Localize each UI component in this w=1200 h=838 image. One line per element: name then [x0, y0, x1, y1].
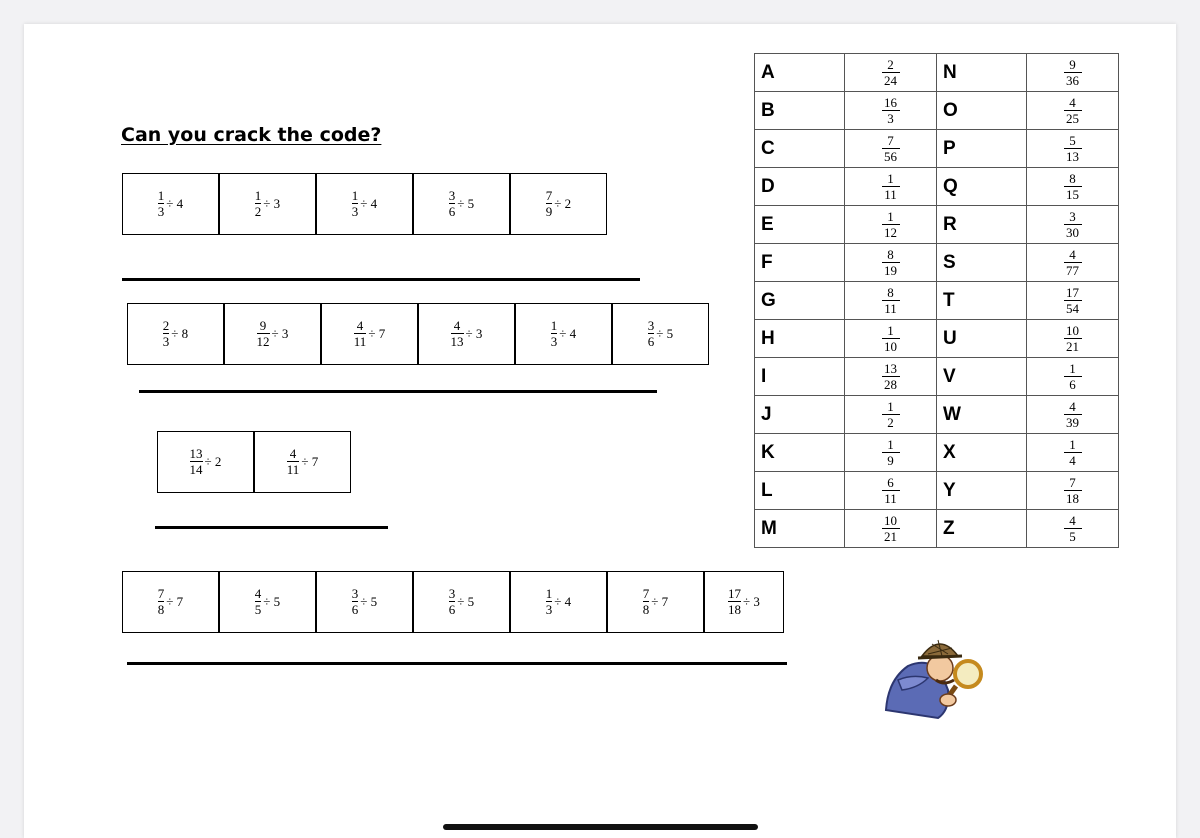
key-fraction: $\frac{9}{36}$ [1027, 54, 1119, 92]
key-letter: W [937, 396, 1027, 434]
key-letter: X [937, 434, 1027, 472]
puzzle-cell: $\frac{1}{3}$ ÷ 4 [122, 173, 219, 235]
key-letter: C [755, 130, 845, 168]
puzzle-row-1 [122, 173, 607, 235]
key-fraction: $\frac{7}{56}$ [845, 130, 937, 168]
key-letter: N [937, 54, 1027, 92]
key-fraction: $\frac{4}{39}$ [1027, 396, 1119, 434]
code-key-row [755, 320, 1119, 358]
key-letter: S [937, 244, 1027, 282]
key-letter: Q [937, 168, 1027, 206]
key-fraction: $\frac{8}{19}$ [845, 244, 937, 282]
key-letter: R [937, 206, 1027, 244]
key-fraction: $\frac{10}{21}$ [845, 510, 937, 548]
answer-line-1[interactable] [122, 278, 640, 281]
home-indicator[interactable] [443, 824, 758, 830]
key-letter: Y [937, 472, 1027, 510]
puzzle-cell: $\frac{1}{3}$ ÷ 4 [316, 173, 413, 235]
key-fraction: $\frac{4}{77}$ [1027, 244, 1119, 282]
detective-with-magnifying-glass-icon [878, 630, 988, 722]
key-fraction: $\frac{5}{13}$ [1027, 130, 1119, 168]
key-letter: T [937, 282, 1027, 320]
key-fraction: $\frac{2}{24}$ [845, 54, 937, 92]
key-fraction: $\frac{10}{21}$ [1027, 320, 1119, 358]
key-fraction: $\frac{1}{10}$ [845, 320, 937, 358]
puzzle-cell: $\frac{13}{14}$ ÷ 2 [157, 431, 254, 493]
key-fraction: $\frac{1}{12}$ [845, 206, 937, 244]
answer-line-2[interactable] [139, 390, 657, 393]
key-letter: L [755, 472, 845, 510]
code-key-row [755, 130, 1119, 168]
answer-line-4[interactable] [127, 662, 787, 665]
key-fraction: $\frac{8}{11}$ [845, 282, 937, 320]
key-letter: E [755, 206, 845, 244]
key-letter: F [755, 244, 845, 282]
key-letter: I [755, 358, 845, 396]
puzzle-cell: $\frac{3}{6}$ ÷ 5 [413, 571, 510, 633]
code-key-row [755, 54, 1119, 92]
key-fraction: $\frac{4}{25}$ [1027, 92, 1119, 130]
key-letter: D [755, 168, 845, 206]
key-letter: A [755, 54, 845, 92]
puzzle-cell: $\frac{4}{13}$ ÷ 3 [418, 303, 515, 365]
key-letter: K [755, 434, 845, 472]
code-key-row [755, 282, 1119, 320]
puzzle-cell: $\frac{7}{8}$ ÷ 7 [122, 571, 219, 633]
key-letter: Z [937, 510, 1027, 548]
code-key-row [755, 396, 1119, 434]
puzzle-cell: $\frac{1}{3}$ ÷ 4 [510, 571, 607, 633]
code-key-row [755, 168, 1119, 206]
key-letter: U [937, 320, 1027, 358]
worksheet-title: Can you crack the code? [121, 124, 382, 146]
puzzle-cell: $\frac{1}{2}$ ÷ 3 [219, 173, 316, 235]
puzzle-cell: $\frac{7}{9}$ ÷ 2 [510, 173, 607, 235]
key-fraction: $\frac{3}{30}$ [1027, 206, 1119, 244]
key-fraction: $\frac{1}{9}$ [845, 434, 937, 472]
code-key-row [755, 510, 1119, 548]
key-letter: M [755, 510, 845, 548]
key-fraction: $\frac{1}{2}$ [845, 396, 937, 434]
puzzle-cell: $\frac{3}{6}$ ÷ 5 [612, 303, 709, 365]
key-letter: G [755, 282, 845, 320]
puzzle-cell: $\frac{17}{18}$ ÷ 3 [704, 571, 784, 633]
key-letter: J [755, 396, 845, 434]
puzzle-row-2 [127, 303, 709, 365]
puzzle-cell: $\frac{9}{12}$ ÷ 3 [224, 303, 321, 365]
puzzle-cell: $\frac{4}{11}$ ÷ 7 [254, 431, 351, 493]
key-fraction: $\frac{1}{11}$ [845, 168, 937, 206]
code-key-row [755, 244, 1119, 282]
key-fraction: $\frac{17}{54}$ [1027, 282, 1119, 320]
key-fraction: $\frac{6}{11}$ [845, 472, 937, 510]
puzzle-cell: $\frac{7}{8}$ ÷ 7 [607, 571, 704, 633]
puzzle-cell: $\frac{3}{6}$ ÷ 5 [413, 173, 510, 235]
puzzle-row-3 [157, 431, 351, 493]
code-key-row [755, 434, 1119, 472]
puzzle-cell: $\frac{4}{5}$ ÷ 5 [219, 571, 316, 633]
code-key-row [755, 206, 1119, 244]
key-letter: H [755, 320, 845, 358]
code-key-table [754, 53, 1119, 548]
key-letter: P [937, 130, 1027, 168]
puzzle-row-4 [122, 571, 784, 633]
puzzle-cell: $\frac{1}{3}$ ÷ 4 [515, 303, 612, 365]
code-key-row [755, 472, 1119, 510]
key-fraction: $\frac{7}{18}$ [1027, 472, 1119, 510]
code-key-row [755, 358, 1119, 396]
key-fraction: $\frac{13}{28}$ [845, 358, 937, 396]
key-letter: V [937, 358, 1027, 396]
key-fraction: $\frac{8}{15}$ [1027, 168, 1119, 206]
key-fraction: $\frac{16}{3}$ [845, 92, 937, 130]
puzzle-cell: $\frac{4}{11}$ ÷ 7 [321, 303, 418, 365]
key-fraction: $\frac{4}{5}$ [1027, 510, 1119, 548]
puzzle-cell: $\frac{3}{6}$ ÷ 5 [316, 571, 413, 633]
key-fraction: $\frac{1}{4}$ [1027, 434, 1119, 472]
key-letter: O [937, 92, 1027, 130]
code-key-row [755, 92, 1119, 130]
key-letter: B [755, 92, 845, 130]
answer-line-3[interactable] [155, 526, 388, 529]
puzzle-cell: $\frac{2}{3}$ ÷ 8 [127, 303, 224, 365]
key-fraction: $\frac{1}{6}$ [1027, 358, 1119, 396]
